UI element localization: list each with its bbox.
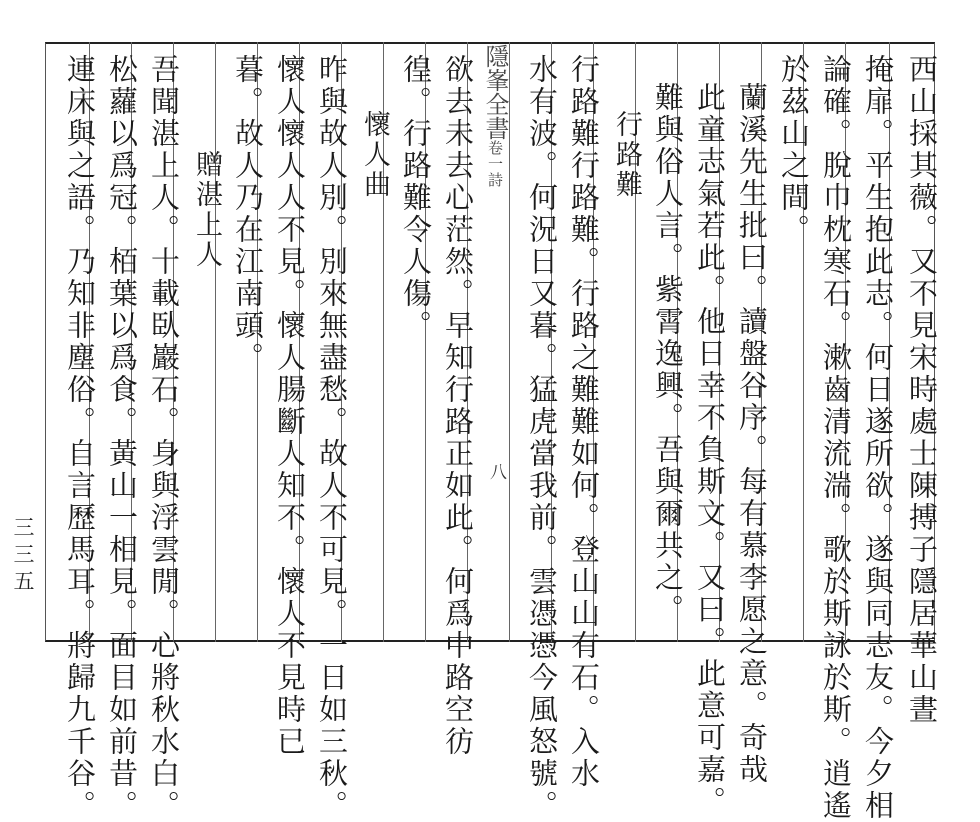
book-header [478, 44, 513, 188]
poem-title: 贈湛上人 [191, 150, 222, 270]
text-column: 掩扉。平生抱此志。何日遂所欲。遂與同志友。今夕相 [861, 54, 895, 822]
collection-title: 隱峯全書 [481, 44, 509, 140]
text-column: 昨與故人別。別來無盡愁。故人不可見。一日如三秋。 [315, 54, 349, 822]
volume-label: 卷一 [486, 140, 504, 172]
text-column: 此童志氣若此。他日幸不負斯文。又曰。此意可嘉。 [693, 82, 727, 818]
folio-number: 八 [490, 463, 507, 483]
column-rule [215, 42, 216, 642]
text-column: 吾聞湛上人。十載臥巖石。身與浮雲閒。心將秋水白。 [147, 54, 181, 822]
page-number: 三三五 [11, 516, 35, 597]
commentary-column: 難與俗人言。紫霄逸興。吾與爾共之。 [651, 82, 685, 626]
text-column: 徨。行路難令人傷。 [399, 54, 433, 342]
text-column: 論確。脫巾枕寒石。漱齒清流湍。歌於斯詠於斯。逍遙 [819, 54, 853, 822]
text-column: 暮。故人乃在江南頭。 [231, 54, 265, 374]
text-column: 松蘿以爲冠。栢葉以爲食。黃山一相見。面目如前昔。 [105, 54, 139, 822]
commentary-column: 蘭溪先生批曰。讀盤谷序。每有慕李愿之意。奇哉 [735, 82, 769, 786]
text-column: 行路難行路難。行路之難難如何。登山山有石。入水 [567, 54, 601, 790]
poem-title: 懷人曲 [359, 110, 390, 200]
text-column: 西山採其薇。又不見宋時處士陳搏子隱居華山晝 [905, 54, 939, 726]
text-column: 連床與之語。乃知非塵俗。自言歷馬耳。將歸九千谷。 [63, 54, 97, 822]
text-column: 欲去未去心茫然。早知行路正如此。何爲中路空彷 [441, 54, 475, 758]
text-column: 於茲山之間。 [777, 54, 811, 246]
text-column: 懷人懷人人不見。懷人腸斷人知不。懷人不見時已 [273, 54, 307, 758]
poem-title: 行路難 [611, 110, 642, 200]
section-label: 詩 [486, 172, 504, 188]
text-column: 水有波。何況日又暮。猛虎當我前。雲憑憑今風怒號。 [525, 54, 559, 822]
